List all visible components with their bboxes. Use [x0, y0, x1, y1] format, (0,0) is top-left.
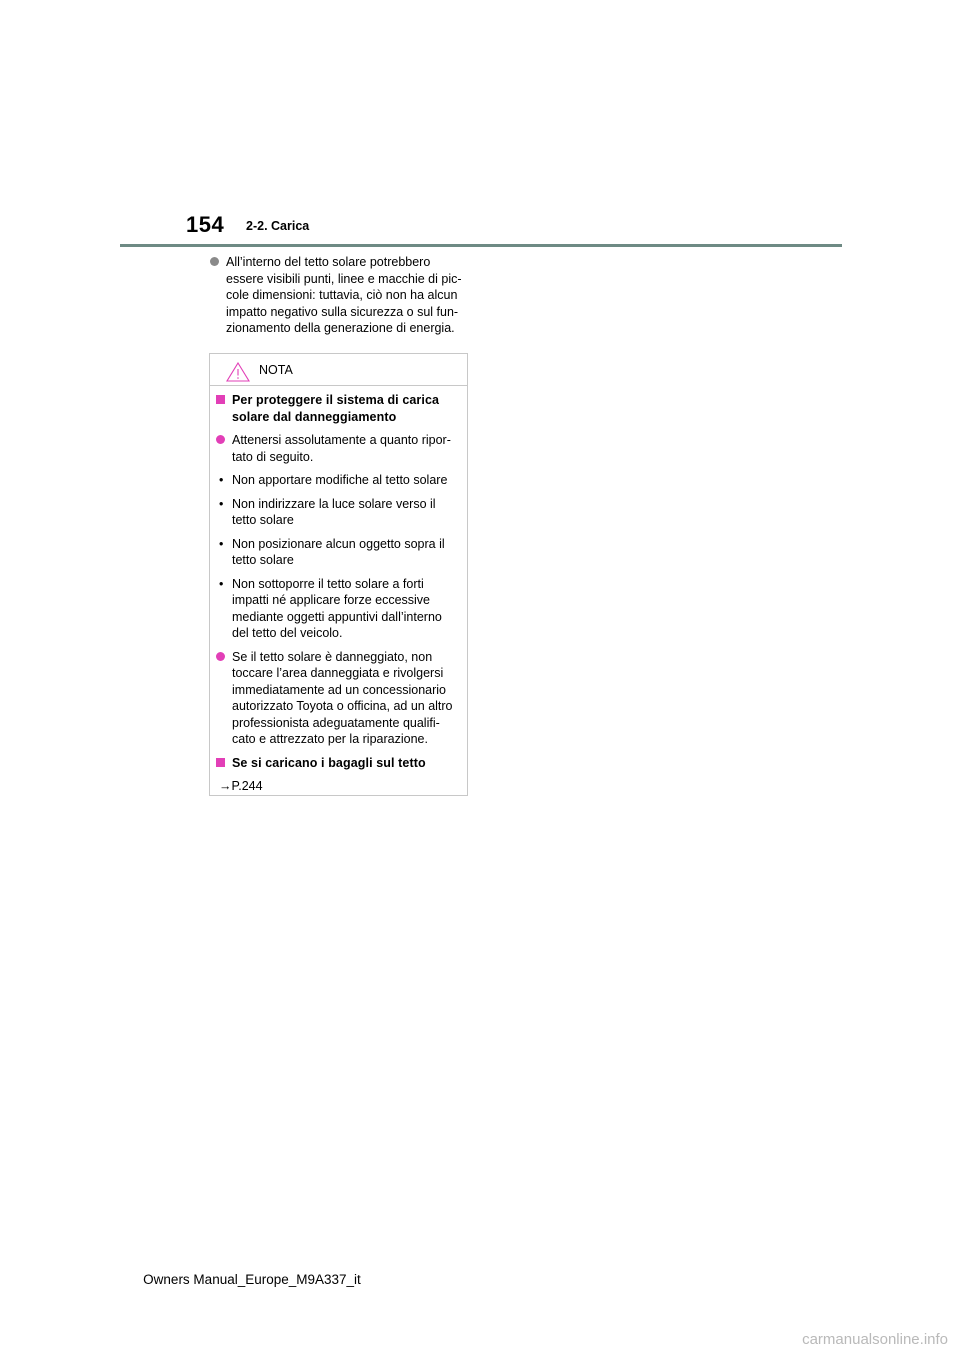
bullet-dot-icon [210, 257, 219, 266]
note-heading-protect [216, 392, 461, 425]
page-reference-link[interactable]: →P.244 [219, 779, 263, 793]
bullet-line: immediatamente ad un concessionario [232, 682, 447, 697]
heading-line: Se si caricano i bagagli sul tetto [232, 755, 426, 770]
list-item: • Non apportare modifiche al tetto solare [216, 472, 461, 489]
list-item: • Non posizionare alcun oggetto sopra il tetto solare [216, 536, 461, 569]
intro-line: All’interno del tetto solare potrebbero [226, 255, 431, 269]
warning-triangle-icon [226, 362, 250, 387]
list-line: del tetto del veicolo. [232, 626, 343, 640]
section-title: 2-2. Carica [246, 219, 310, 233]
list-line: tetto solare [232, 553, 294, 567]
bullet-line: cato e attrezzato per la riparazione. [232, 732, 428, 746]
note-title: NOTA [259, 363, 293, 377]
list-item: • Non indirizzare la luce solare verso il tetto solare [216, 496, 461, 529]
intro-line: zionamento della generazione di energia. [226, 321, 455, 335]
page-number: 154 [186, 212, 225, 237]
header-divider [120, 244, 842, 247]
intro-line: essere visibili punti, linee e macchie di pic- [226, 271, 462, 286]
footer [0, 1272, 500, 1287]
note-box [209, 353, 468, 796]
list-line: Non posizionare alcun oggetto sopra il [232, 536, 445, 551]
bullet-line: toccare l’area danneggiata e rivolgersi [232, 666, 444, 680]
intro-paragraph [210, 254, 472, 337]
square-bullet-icon [216, 758, 225, 767]
bullet-line: tato di seguito. [232, 449, 314, 464]
footer-text: Owners Manual_Europe_M9A337_it [143, 1272, 361, 1287]
note-bullet-damaged [216, 649, 461, 748]
watermark: carmanualsonline.info [802, 1331, 948, 1348]
square-bullet-icon [216, 395, 225, 404]
heading-line: solare dal danneggiamento [232, 409, 397, 424]
bullet-dot-icon [216, 435, 225, 444]
intro-line: impatto negativo sulla sicurezza o sul fun- [226, 304, 459, 319]
list-item: • Non sottoporre il tetto solare a forti impatti né applicare forze eccessive mediante oggetti appuntivi dall’interno del tetto del veicolo. [216, 576, 461, 642]
intro-line: cole dimensioni: tuttavia, ciò non ha alcun [226, 288, 458, 302]
bullet-line: Se il tetto solare è danneggiato, non [232, 649, 433, 664]
bullet-line: professionista adeguatamente qualifi- [232, 715, 440, 730]
note-bullet-follow [216, 432, 461, 465]
heading-line: Per proteggere il sistema di carica [232, 393, 440, 407]
list-line: impatti né applicare forze eccessive [232, 593, 431, 607]
note-heading-luggage [216, 755, 461, 772]
list-line: Non apportare modifiche al tetto solare [232, 473, 448, 487]
list-line: mediante oggetti appuntivi dall’interno [232, 609, 442, 624]
list-line: Non indirizzare la luce solare verso il [232, 496, 436, 511]
list-line: tetto solare [232, 513, 294, 527]
bullet-line: Attenersi assolutamente a quanto ripor- [232, 433, 451, 447]
note-header [210, 354, 467, 386]
list-line: Non sottoporre il tetto solare a forti [232, 576, 424, 591]
bullet-line: autorizzato Toyota o officina, ad un altro [232, 699, 453, 713]
bullet-dot-icon [216, 652, 225, 661]
